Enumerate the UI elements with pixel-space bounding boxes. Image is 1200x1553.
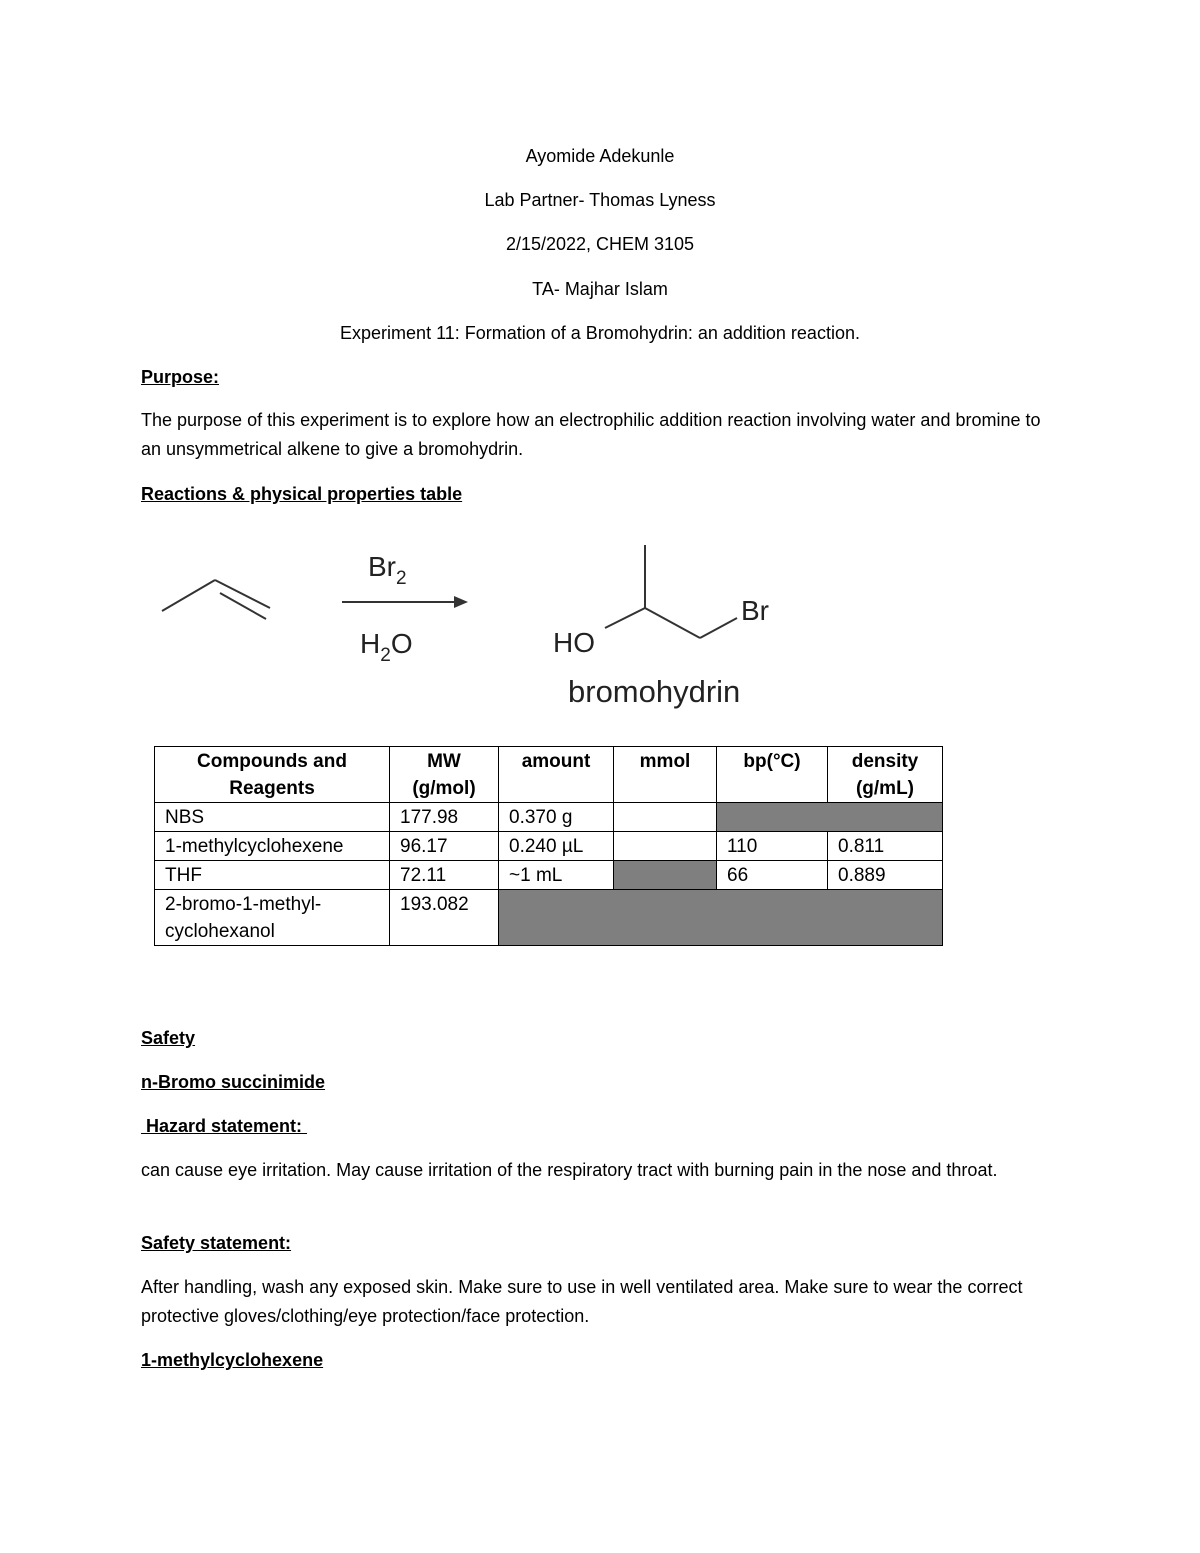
- cell-bp: 66: [717, 861, 828, 890]
- table-row: [155, 803, 943, 832]
- reaction-scheme: [140, 530, 840, 720]
- header-compounds: Compounds and Reagents: [155, 747, 390, 803]
- nbs-heading: n-Bromo succinimide: [141, 1072, 326, 1092]
- hazard-text: can cause eye irritation. May cause irritation of the respiratory tract with burning pain in the nose and throat.: [141, 1160, 998, 1180]
- teaching-assistant: TA- Majhar Islam: [532, 279, 668, 299]
- header-mw: MW (g/mol): [390, 747, 499, 803]
- safety-statement-heading: Safety statement:: [141, 1233, 292, 1253]
- label-ho: HO: [553, 627, 595, 658]
- safety-heading: Safety: [141, 1028, 196, 1048]
- cell-mw: 193.082: [390, 890, 499, 946]
- lab-partner: Lab Partner- Thomas Lyness: [484, 190, 716, 210]
- cell-compound: NBS: [155, 803, 390, 832]
- cell-compound: THF: [155, 861, 390, 890]
- cell-shaded: [614, 861, 717, 890]
- cell-mmol: [614, 803, 717, 832]
- hazard-heading: Hazard statement:: [141, 1116, 308, 1136]
- table-row: [155, 832, 943, 861]
- purpose-heading: Purpose:: [141, 367, 220, 387]
- cell-mw: 72.11: [390, 861, 499, 890]
- product-name: bromohydrin: [568, 674, 741, 709]
- header-density: density (g/mL): [828, 747, 943, 803]
- safety-statement-text: After handling, wash any exposed skin. Make sure to use in well ventilated area. Make sure to wear the correct protective gloves/clothing/eye protection/face protection.: [141, 1277, 1023, 1326]
- cell-mmol: [614, 832, 717, 861]
- cell-amount: 0.240 µL: [499, 832, 614, 861]
- table-header-row: [155, 747, 943, 803]
- header-bp: bp(°C): [717, 747, 828, 803]
- cell-density: 0.811: [828, 832, 943, 861]
- reagent-br2: $Br_2$: [368, 551, 407, 589]
- bromohydrin-structure: [605, 545, 737, 638]
- cell-amount: 0.370 g: [499, 803, 614, 832]
- cell-amount: ~1 mL: [499, 861, 614, 890]
- label-br: Br: [741, 595, 769, 626]
- cell-bp: 110: [717, 832, 828, 861]
- cell-mw: 96.17: [390, 832, 499, 861]
- date-course: 2/15/2022, CHEM 3105: [505, 234, 695, 254]
- header-amount: amount: [499, 747, 614, 803]
- reactions-heading: Reactions & physical properties table: [141, 484, 463, 504]
- cell-shaded: [717, 803, 943, 832]
- methylcyclohexene-heading: 1-methylcyclohexene: [141, 1350, 324, 1370]
- purpose-text: The purpose of this experiment is to explore how an electrophilic addition reaction involving water and bromine to an unsymmetrical alkene to give a bromohydrin.: [141, 410, 1041, 459]
- header-mmol: mmol: [614, 747, 717, 803]
- table-row: [155, 861, 943, 890]
- experiment-title: Experiment 11: Formation of a Bromohydrin: an addition reaction.: [340, 323, 860, 343]
- cell-compound: 1-methylcyclohexene: [155, 832, 390, 861]
- reagent-h2o: $H_2O$: [360, 628, 413, 666]
- cell-shaded: [499, 890, 943, 946]
- propene-structure: [162, 580, 270, 619]
- author-name: Ayomide Adekunle: [525, 146, 675, 166]
- table-row: [155, 890, 943, 946]
- cell-compound: 2-bromo-1-methyl- cyclohexanol: [155, 890, 390, 946]
- cell-density: 0.889: [828, 861, 943, 890]
- reaction-arrow: [342, 596, 468, 608]
- cell-mw: 177.98: [390, 803, 499, 832]
- physical-properties-table: [154, 746, 943, 946]
